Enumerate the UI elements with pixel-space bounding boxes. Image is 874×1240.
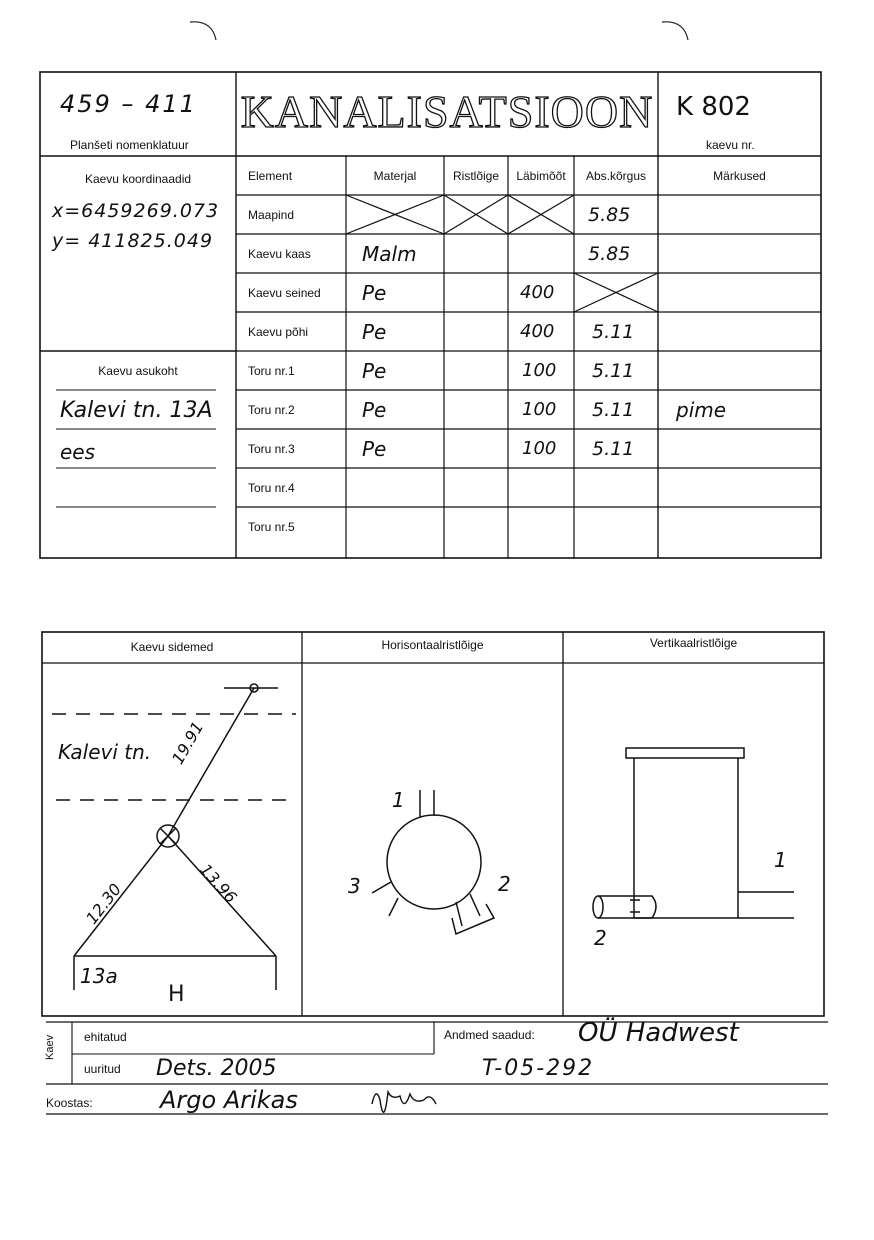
form-title: KANALISATSIOON xyxy=(240,85,654,137)
table-row-diameter: 100 xyxy=(522,399,557,420)
table-row-material: Pe xyxy=(362,358,387,383)
footer-built-label: ehitatud xyxy=(84,1030,127,1044)
sketch-distance-right: 13.96 xyxy=(195,860,241,907)
table-row-diameter: 100 xyxy=(522,360,557,381)
table-row-element: Toru nr.3 xyxy=(248,441,295,456)
signature-mark xyxy=(372,1092,436,1112)
vertical-pipe-label-2: 2 xyxy=(594,926,607,950)
location-line2: ees xyxy=(60,440,96,464)
footer-data-code: T-05-292 xyxy=(482,1056,595,1081)
table-row-diameter: 400 xyxy=(520,282,555,303)
table-row-material: Pe xyxy=(362,319,387,344)
col-header-element: Element xyxy=(248,168,293,183)
footer-data-company: OÜ Hadwest xyxy=(578,1018,739,1048)
table-row-abs: 5.11 xyxy=(592,437,635,460)
sketch-distance-left: 12.30 xyxy=(82,879,126,928)
sketch-distance-street: 19.91 xyxy=(168,718,208,768)
col-header-material: Materjal xyxy=(373,168,417,183)
col-header-abs: Abs.kõrgus xyxy=(585,168,647,183)
table-row-abs: 5.85 xyxy=(588,242,631,265)
col-header-notes: Märkused xyxy=(713,168,766,183)
footer-compiled-label: Koostas: xyxy=(46,1096,93,1110)
panel-label-vertical: Vertikaalristlõige xyxy=(649,636,738,650)
table-row-abs: 5.11 xyxy=(592,359,635,382)
footer-kaev-label: Kaev xyxy=(44,1034,56,1060)
table-row-element: Toru nr.4 xyxy=(248,480,295,495)
sketch-building-letter: H xyxy=(168,982,185,1007)
table-row-element: Toru nr.5 xyxy=(248,519,295,534)
plansheet-number: 459 – 411 xyxy=(60,90,197,118)
table-row-element: Maapind xyxy=(248,207,295,222)
panel-label-connections: Kaevu sidemed xyxy=(130,640,214,654)
pipe-label-1: 1 xyxy=(392,788,405,812)
vertical-section-sketch xyxy=(593,748,794,918)
panel-label-horizontal: Horisontaalristlõige xyxy=(381,638,484,652)
table-row-element: Toru nr.1 xyxy=(248,363,295,378)
col-header-diameter: Läbimõõt xyxy=(516,168,566,183)
vertical-pipe-label-1: 1 xyxy=(774,848,787,872)
location-sketch xyxy=(52,684,296,990)
well-number: K 802 xyxy=(676,92,751,122)
footer-data-label: Andmed saadud: xyxy=(444,1028,535,1042)
plansheet-label: Planšeti nomenklatuur xyxy=(70,138,189,152)
sketch-building-number: 13a xyxy=(80,964,118,988)
table-row-element: Kaevu põhi xyxy=(248,324,309,339)
pipe-label-2: 2 xyxy=(498,872,511,896)
table-row-element: Kaevu kaas xyxy=(248,246,311,261)
location-label: Kaevu asukoht xyxy=(98,364,178,378)
table-row-element: Kaevu seined xyxy=(248,285,321,300)
horizontal-section-sketch xyxy=(372,790,494,934)
pipe-label-3: 3 xyxy=(348,874,361,898)
location-line1: Kalevi tn. 13A xyxy=(60,398,213,423)
table-row-material: Pe xyxy=(362,436,387,461)
coordinates-label: Kaevu koordinaadid xyxy=(84,172,192,186)
col-header-cross: Ristlõige xyxy=(452,168,500,183)
coordinate-x: x=6459269.073 xyxy=(52,200,220,222)
table-row-material: Pe xyxy=(362,280,387,305)
table-row-diameter: 100 xyxy=(522,438,557,459)
table-row-material: Pe xyxy=(362,397,387,422)
table-row-abs: 5.11 xyxy=(592,398,635,421)
table-row-element: Toru nr.2 xyxy=(248,402,295,417)
footer-surveyed-value: Dets. 2005 xyxy=(156,1056,277,1081)
table-row-material: Malm xyxy=(362,241,417,266)
sketch-street-name: Kalevi tn. xyxy=(58,740,152,764)
table-row-notes: pime xyxy=(676,397,727,422)
table-row-abs: 5.11 xyxy=(592,320,635,343)
footer-compiled-name: Argo Arikas xyxy=(160,1086,298,1114)
coordinate-y: y= 411825.049 xyxy=(52,230,214,252)
footer-surveyed-label: uuritud xyxy=(84,1062,121,1076)
table-row-diameter: 400 xyxy=(520,321,555,342)
well-number-label: kaevu nr. xyxy=(706,138,755,152)
table-row-abs: 5.85 xyxy=(588,203,631,226)
